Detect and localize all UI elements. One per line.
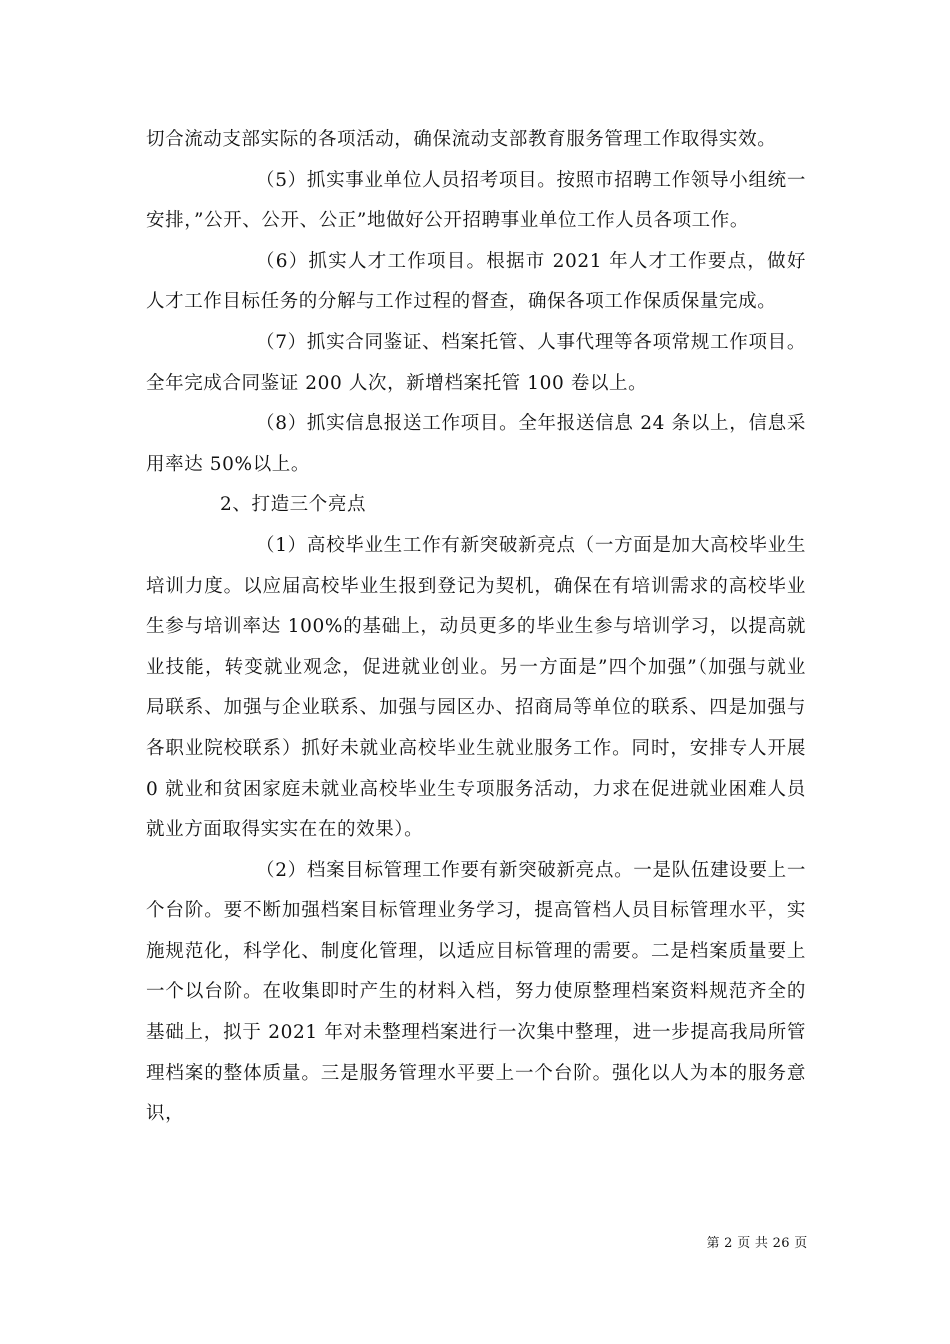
paragraph-item-7: （7）抓实合同鉴证、档案托管、人事代理等各项常规工作项目。全年完成合同鉴证 200 人次，新增档案托管 100 卷以上。 [146,331,806,394]
page-footer [0,1232,950,1251]
paragraph-highlight-1: （1）高校毕业生工作有新突破新亮点（一方面是加大高校毕业生培训力度。以应届高校毕业生报到登记为契机，确保在有培训需求的高校毕业生参与培训率达 100%的基础上，动员更多的毕业生参与培训学习，以提高就业技能，转变就业观念，促进就业创业。另一方面是”四个加强”（加强与就业局联系、加强与企业联系、加强与园区办、招商局等单位的联系、四是加强与各职业院校联系）抓好未就业高校毕业生就业服务工作。同时，安排专人开展 0 就业和贫困家庭未就业高校毕业生专项服务活动，力求在促进就业困难人员就业方面取得实实在在的效果）。 [146,534,806,841]
paragraph-item-6: （6）抓实人才工作项目。根据市 2021 年人才工作要点，做好人才工作目标任务的分解与工作过程的督查，确保各项工作保质保量完成。 [146,250,806,313]
document-body [146,120,806,1135]
paragraph-continuation: 切合流动支部实际的各项活动，确保流动支部教育服务管理工作取得实效。 [146,129,777,150]
paragraph-item-5: （5）抓实事业单位人员招考项目。按照市招聘工作领导小组统一安排，”公开、公开、公正”地做好公开招聘事业单位工作人员各项工作。 [146,169,806,232]
page-number: 第 2 页 共 26 页 [706,1236,808,1251]
section-heading: 2、打造三个亮点 [220,494,367,516]
paragraph-item-8: （8）抓实信息报送工作项目。全年报送信息 24 条以上，信息采用率达 50%以上。 [146,413,806,475]
paragraph-highlight-2: （2）档案目标管理工作要有新突破新亮点。一是队伍建设要上一个台阶。要不断加强档案目标管理业务学习，提高管档人员目标管理水平，实施规范化，科学化、制度化管理，以适应目标管理的需要。二是档案质量要上一个以台阶。在收集即时产生的材料入档，努力使原整理档案资料规范齐全的基础上，拟于 2021 年对未整理档案进行一次集中整理，进一步提高我局所管理档案的整体质量。三是服务管理水平要上一个台阶。强化以人为本的服务意识， [146,859,806,1125]
